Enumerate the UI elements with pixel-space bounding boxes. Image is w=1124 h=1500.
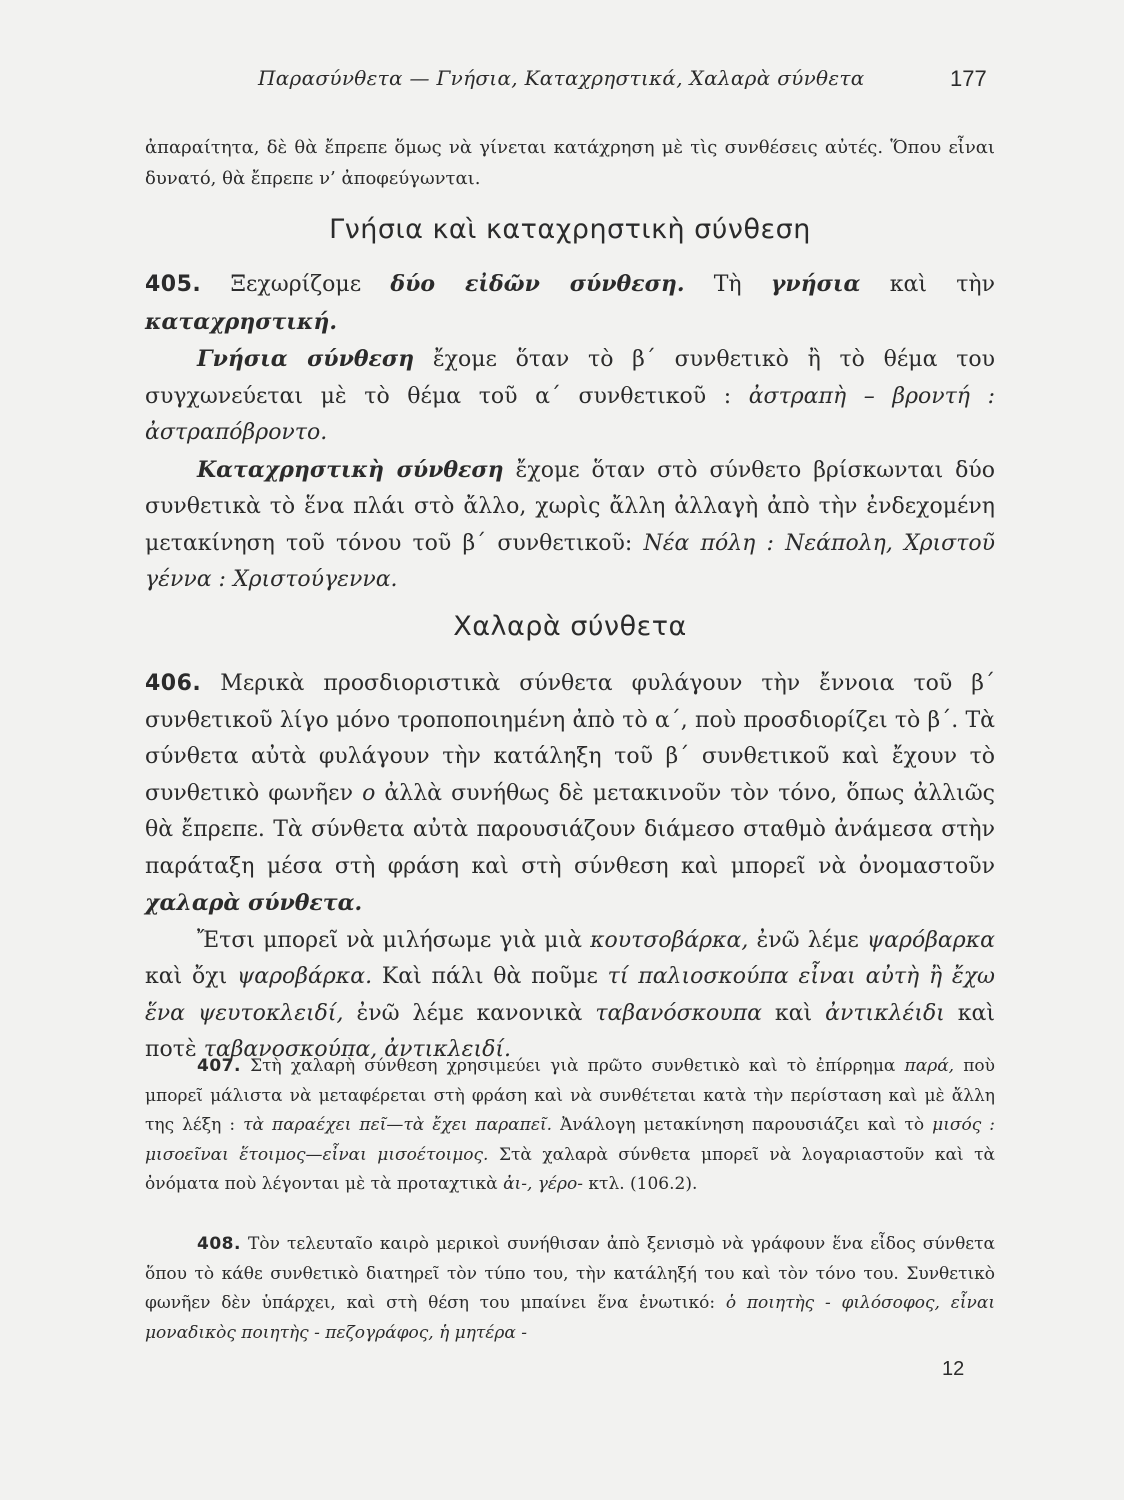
paragraph-405 [145,266,995,341]
text-run: Στὴ χαλαρὴ σύνθεση χρησιμεύει γιὰ πρῶτο συνθετικὸ καὶ τὸ ἐπίρρημα [240,1056,905,1076]
example: Νέα πόλη : Νεάπολη, Χριστοῦ γέννα : Χριστούγεννα. [145,530,995,592]
text-run: καὶ [761,1000,826,1026]
section-405 [145,266,995,599]
emphasis: καταχρηστική. [145,308,338,335]
intro-paragraph: ἀπαραίτητα, δὲ θὰ ἔπρεπε ὅμως νὰ γίνεται κατάχρηση μὲ τὶς συνθέσεις αὐτές. Ὅπου εἶναι δυνατό, θὰ ἔπρεπε ν’ ἀποφεύγωνται. [145,137,995,189]
text-run: καὶ τὴν [860,272,995,297]
term: Γνήσια σύνθεση [197,346,415,372]
paragraph-examples [145,923,995,1069]
example: ταβανοσκούπα, ἀντικλειδί. [203,1037,511,1062]
text-run: Τὸν τελευταῖο καιρὸ μερικοὶ συνήθισαν ἀπὸ ξενισμὸ νὰ γράφουν ἕνα εἶδος σύνθετα ὅπου τὸ κάθε συνθετικὸ διατηρεῖ τὸν τύπο του, τὴν κατάληξή του καὶ τὸν τόνο του. Συνθετικὸ φωνῆεν δὲν ὑπάρχει, καὶ στὴ θέση του μπαίνει ἕνα ἑνωτικό: [145,1234,995,1313]
paragraph-407 [145,1052,995,1200]
paragraph-number: 407. [197,1056,241,1076]
emphasis: δύο εἰδῶν σύνθεση. [390,271,685,297]
paragraph-genuine-compound [145,341,995,452]
paragraph-abusive-compound [145,452,995,599]
text-run: ἔχομε ὅταν τὸ β΄ συνθετικὸ ἢ τὸ θέμα του συγχωνεύεται μὲ τὸ θέμα τοῦ α΄ συνθετικοῦ : [145,347,995,409]
paragraph-408 [145,1230,995,1348]
text-run: Στὰ χαλαρὰ σύνθετα μπορεῖ νὰ λογαριαστοῦν καὶ τὰ ὀνόματα ποὺ λέγονται μὲ τὰ προταχτικὰ [145,1144,995,1194]
section-406 [145,666,995,1069]
text-run: Τὴ [684,272,771,297]
text-run: Καὶ πάλι θὰ ποῦμε [372,964,608,989]
text-run: Μερικὰ προσδιοριστικὰ σύνθετα φυλάγουν τὴν ἔννοια τοῦ β΄ συνθετικοῦ λίγο μόνο τροποποιημένη ἀπὸ τὸ α΄, ποὺ προσδιορίζει τὸ β΄. Τὰ σύνθετα αὐτὰ φυλάγουν τὴν κατάληξη τοῦ β΄ συνθετικοῦ καὶ ἔχουν τὸ συνθετικὸ φωνῆεν [145,671,995,806]
signature-mark: 12 [942,1358,965,1380]
term: Καταχρηστικὴ σύνθεση [197,456,504,483]
text-run: καὶ ὄχι [145,964,237,989]
text-run: καὶ ποτὲ [145,1000,996,1062]
text-run: κτλ. (106.2). [583,1174,698,1194]
example: κουτσοβάρκα, [590,927,749,953]
paragraph-number: 405. [145,272,202,297]
example: τὰ παραέχει πεῖ—τὰ ἔχει παραπεῖ. [243,1115,553,1135]
example: ἀστραπὴ – βροντή : ἀστραπόβροντο. [145,383,995,445]
term: χαλαρὰ σύνθετα. [145,890,363,916]
example: ο [362,780,376,806]
text-run: Ξεχωρίζομε [201,272,391,297]
emphasis: γνήσια [770,271,861,297]
paragraph-number: 406. [145,671,202,696]
text-run: ποὺ μπορεῖ μάλιστα νὰ μεταφέρεται στὴ φράση καὶ νὰ συνθέτεται κατὰ τὴν περίσταση καὶ μὲ ἄλλη της λέξη : [145,1056,995,1135]
paragraph-406 [145,666,995,923]
paragraph-number: 408. [197,1234,241,1254]
running-head-title: Παρασύνθετα — Γνήσια, Καταχρηστικά, Χαλαρὰ σύνθετα [258,66,865,90]
example: ψαροβάρκα. [237,964,373,989]
section-heading-loose: Χαλαρὰ σύνθετα [453,611,687,642]
example: ψαρόβαρκα [866,927,995,953]
example: ἀντικλέιδι [825,1000,945,1026]
text-run: Ἔτσι μπορεῖ νὰ μιλήσωμε γιὰ μιὰ [197,927,591,953]
example: παρά, [904,1056,955,1076]
section-408 [145,1230,995,1348]
text-run: ἐνῶ λέμε κανονικὰ [343,1000,596,1026]
section-heading-genuine: Γνήσια καὶ καταχρηστικὴ σύνθεση [329,214,811,245]
example: τί παλιοσκούπα εἶναι αὐτὴ ἢ ἔχω ἕνα ψευτοκλειδί, [145,964,995,1026]
example: ὁ ποιητὴς - φιλόσοφος, εἶναι μοναδικὸς ποιητὴς - πεζογράφος, ἡ μητέρα - [145,1293,995,1343]
example: μισός : μισοεῖναι ἕτοιμος—εἶναι μισοέτοιμος. [145,1115,995,1165]
text-run: ἔχομε ὅταν στὸ σύνθετο βρίσκωνται δύο συνθετικὰ τὸ ἕνα πλάι στὸ ἄλλο, χωρὶς ἄλλη ἀλλαγὴ ἀπὸ τὴν ἐνδεχομένη μετακίνηση τοῦ τόνου τοῦ β΄ συνθετικοῦ: [145,457,995,556]
text-run: Ἀνάλογη μετακίνηση παρουσιάζει καὶ τὸ [552,1115,933,1135]
example: ἀι-, γέρο- [503,1174,584,1194]
text-run: ἐνῶ λέμε [748,927,867,953]
example: ταβανόσκουπα [595,1000,762,1026]
section-407 [145,1052,995,1200]
page-number: 177 [950,66,987,91]
text-run: ἀλλὰ συνήθως δὲ μετακινοῦν τὸν τόνο, ὅπως ἀλλιῶς θὰ ἔπρεπε. Τὰ σύνθετα αὐτὰ παρουσιάζουν διάμεσο σταθμὸ ἀνάμεσα στὴν παράταξη μέσα στὴ φράση καὶ στὴ σύνθεση καὶ μπορεῖ νὰ ὀνομαστοῦν [145,780,996,879]
